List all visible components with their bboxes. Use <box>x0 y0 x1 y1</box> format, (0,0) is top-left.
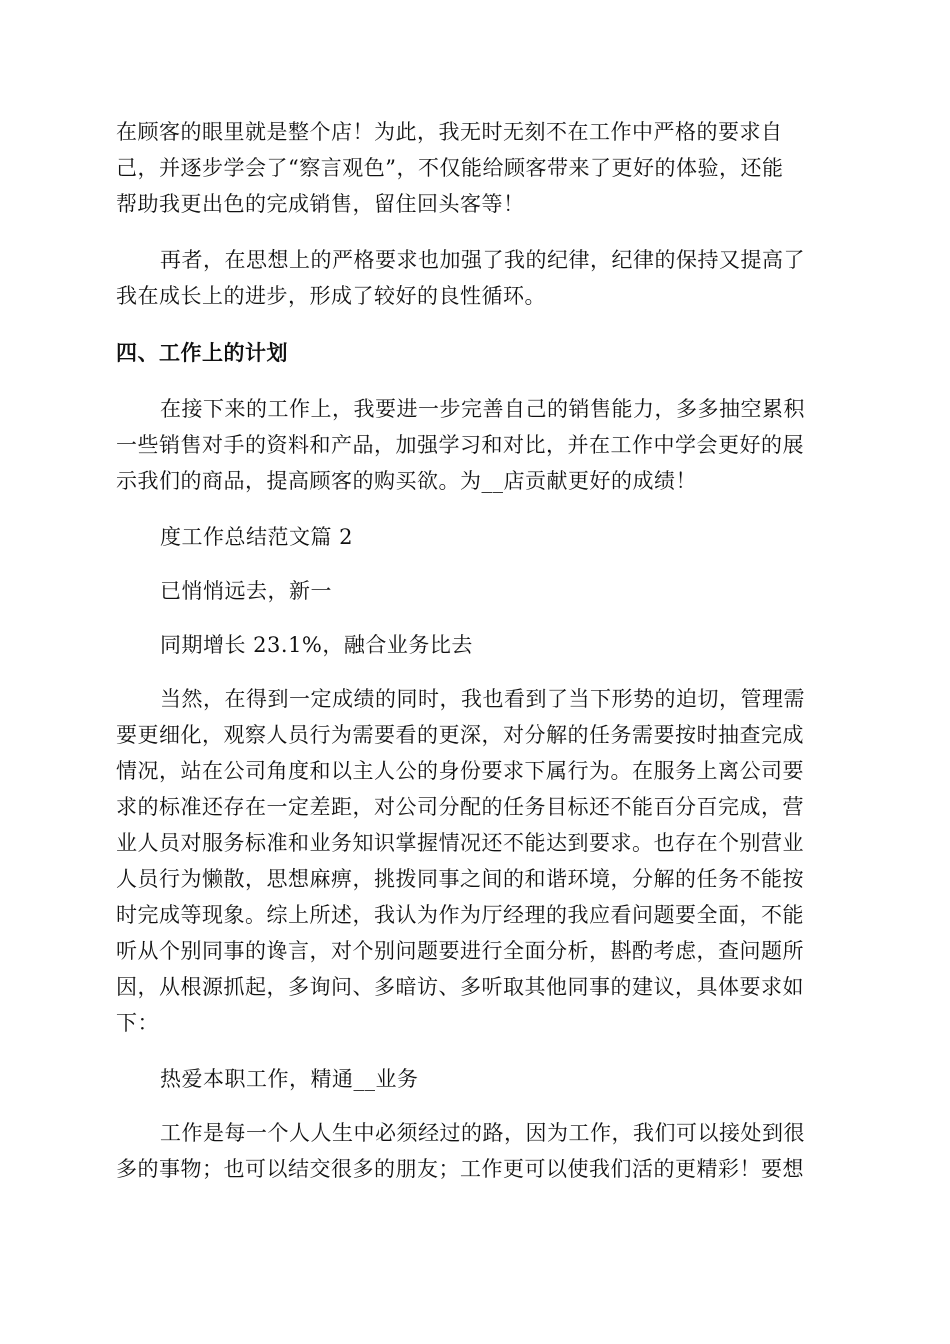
text-line: 在接下来的工作上，我要进一步完善自己的销售能力，多多抽空累积 <box>160 397 805 421</box>
text-line: 工作是每一个人人生中必须经过的路，因为工作，我们可以接处到很 <box>160 1121 805 1145</box>
text-line: 己，并逐步学会了“察言观色”，不仅能给顾客带来了更好的体验，还能 <box>116 156 784 180</box>
text-line: 示我们的商品，提高顾客的购买欲。为__店贡献更好的成绩！ <box>116 469 697 493</box>
text-line: 再者，在思想上的严格要求也加强了我的纪律，纪律的保持又提高了 <box>160 248 805 272</box>
text-line: 同期增长 23.1%，融合业务比去 <box>160 633 473 657</box>
text-line: 在顾客的眼里就是整个店！为此，我无时无刻不在工作中严格的要求自 <box>116 120 783 144</box>
text-line: 因，从根源抓起，多询问、多暗访、多听取其他同事的建议，具体要求如 <box>116 975 804 999</box>
text-line: 已悄悄远去，新一 <box>160 579 332 603</box>
section-heading: 四、工作上的计划 <box>116 341 288 365</box>
text-line: 帮助我更出色的完成销售，留住回头客等！ <box>116 192 525 216</box>
text-line: 要更细化，观察人员行为需要看的更深，对分解的任务需要按时抽查完成 <box>116 723 804 747</box>
text-line: 多的事物；也可以结交很多的朋友；工作更可以使我们活的更精彩！要想 <box>116 1157 804 1181</box>
text-line: 情况，站在公司角度和以主人公的身份要求下属行为。在服务上离公司要 <box>116 759 804 783</box>
text-line: 下： <box>116 1011 159 1035</box>
text-line: 人员行为懒散，思想麻痹，挑拨同事之间的和谐环境，分解的任务不能按 <box>116 867 804 891</box>
text-line: 一些销售对手的资料和产品，加强学习和对比，并在工作中学会更好的展 <box>116 433 804 457</box>
text-line: 听从个别同事的谗言，对个别问题要进行全面分析，斟酌考虑，查问题所 <box>116 939 804 963</box>
text-line: 求的标准还存在一定差距，对公司分配的任务目标还不能百分百完成，营 <box>116 795 804 819</box>
text-line: 我在成长上的进步，形成了较好的良性循环。 <box>116 284 546 308</box>
text-line: 度工作总结范文篇 2 <box>160 525 354 549</box>
text-line: 当然，在得到一定成绩的同时，我也看到了当下形势的迫切，管理需 <box>160 687 805 711</box>
text-line: 热爱本职工作，精通__业务 <box>160 1067 419 1091</box>
text-line: 业人员对服务标准和业务知识掌握情况还不能达到要求。也存在个别营业 <box>116 831 804 855</box>
text-line: 时完成等现象。综上所述，我认为作为厅经理的我应看问题要全面，不能 <box>116 903 804 927</box>
